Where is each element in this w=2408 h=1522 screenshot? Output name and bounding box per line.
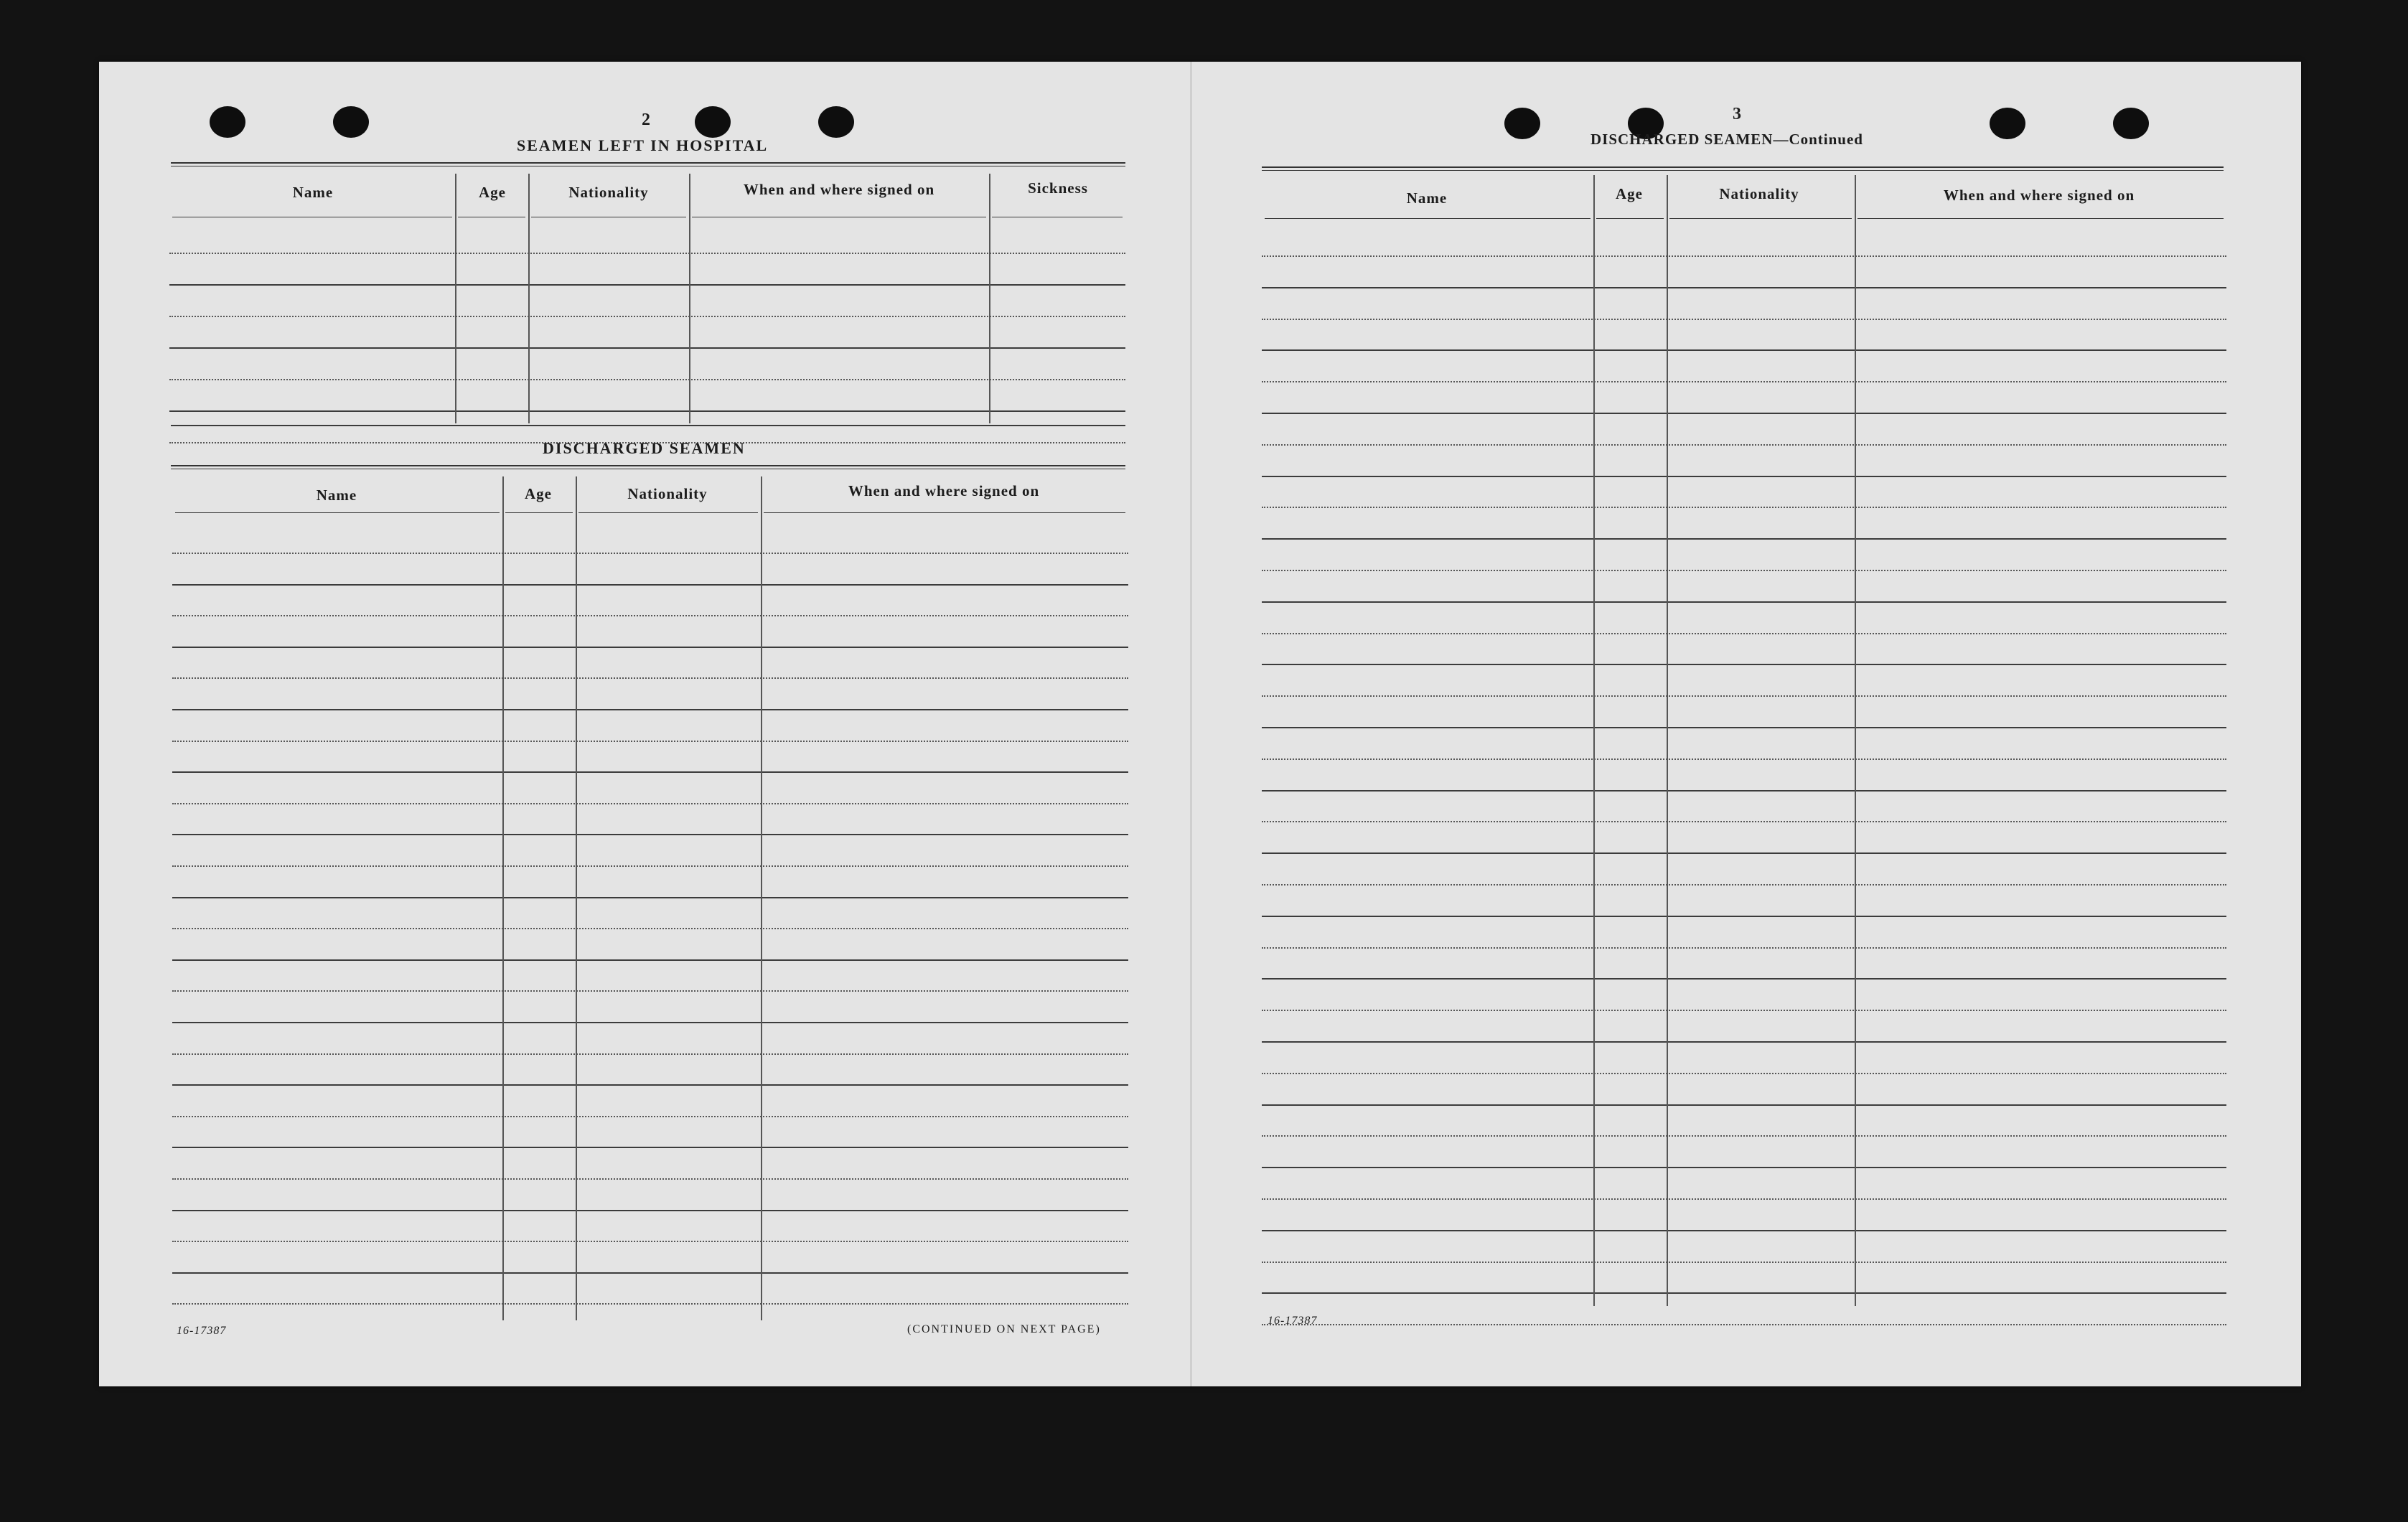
table-row-line — [169, 410, 1125, 412]
table-row-line — [172, 741, 1128, 742]
table-row-line — [1262, 413, 2226, 414]
table-row-line — [1262, 1010, 2226, 1011]
right-col-nationality: Nationality — [1719, 185, 1799, 202]
table-row-line — [172, 834, 1128, 835]
header-underline — [764, 512, 1125, 513]
table-row-line — [1262, 1167, 2226, 1168]
hospital-col-when-where: When and where signed on — [743, 181, 935, 198]
table-row-line — [1262, 287, 2226, 288]
header-underline — [1669, 218, 1852, 219]
table-row-line — [172, 1241, 1128, 1242]
right-col-age: Age — [1616, 185, 1643, 202]
table-row-line — [1262, 601, 2226, 603]
hospital-top-rule — [171, 162, 1125, 166]
left-page-number: 2 — [642, 111, 651, 129]
table-row-line — [1262, 884, 2226, 886]
header-underline — [175, 512, 500, 513]
column-divider — [455, 174, 456, 423]
table-row-line — [172, 897, 1128, 898]
table-row-line — [1262, 1230, 2226, 1231]
table-row-line — [1262, 947, 2226, 949]
table-row-line — [172, 771, 1128, 773]
column-divider — [761, 476, 762, 1320]
table-row-line — [172, 865, 1128, 867]
table-row-line — [172, 1053, 1128, 1055]
table-row-line — [1262, 444, 2226, 446]
column-divider — [689, 174, 690, 423]
table-row-line — [172, 959, 1128, 961]
table-row-line — [1262, 1262, 2226, 1263]
table-row-line — [172, 1084, 1128, 1086]
table-row-line — [1262, 695, 2226, 697]
continued-note: (CONTINUED ON NEXT PAGE) — [907, 1323, 1101, 1335]
hospital-col-name: Name — [292, 184, 334, 201]
header-underline — [505, 512, 573, 513]
table-row-line — [1262, 570, 2226, 571]
hospital-col-sickness: Sickness — [1028, 179, 1088, 197]
center-fold — [1190, 62, 1192, 1386]
table-row-line — [172, 677, 1128, 679]
punch-hole — [210, 106, 245, 138]
table-row-line — [1262, 852, 2226, 854]
table-row-line — [172, 803, 1128, 804]
punch-hole — [1990, 108, 2025, 139]
table-row-line — [169, 316, 1125, 317]
table-row-line — [172, 1303, 1128, 1305]
table-row-line — [1262, 1041, 2226, 1043]
punch-hole — [2113, 108, 2149, 139]
right-page-number: 3 — [1733, 105, 1742, 123]
discharged-col-age: Age — [525, 485, 552, 502]
header-underline — [1857, 218, 2224, 219]
table-row-line — [169, 347, 1125, 349]
table-row-line — [169, 379, 1125, 380]
table-row-line — [1262, 255, 2226, 257]
table-row-line — [1262, 319, 2226, 320]
hospital-section-title: SEAMEN LEFT IN HOSPITAL — [517, 136, 769, 154]
header-underline — [578, 512, 758, 513]
table-row-line — [1262, 1324, 2226, 1325]
discharged-top-rule — [171, 465, 1125, 469]
table-row-line — [1262, 507, 2226, 508]
table-row-line — [1262, 1135, 2226, 1137]
table-row-line — [172, 1147, 1128, 1148]
table-row-line — [1262, 916, 2226, 917]
table-row-line — [172, 584, 1128, 586]
discharged-col-name: Name — [316, 487, 357, 504]
table-row-line — [1262, 758, 2226, 760]
document-sheet — [99, 62, 2301, 1386]
right-section-title: DISCHARGED SEAMEN—Continued — [1591, 131, 1863, 148]
table-row-line — [172, 553, 1128, 554]
table-row-line — [172, 928, 1128, 929]
table-row-line — [172, 1210, 1128, 1211]
table-row-line — [1262, 821, 2226, 822]
table-row-line — [1262, 349, 2226, 351]
column-divider — [1855, 175, 1856, 1306]
hospital-col-nationality: Nationality — [568, 184, 649, 201]
table-row-line — [1262, 1292, 2226, 1294]
hospital-col-age: Age — [479, 184, 506, 201]
table-row-line — [172, 647, 1128, 648]
table-row-line — [169, 253, 1125, 254]
header-underline — [1596, 218, 1664, 219]
column-divider — [502, 476, 504, 1320]
punch-hole — [333, 106, 369, 138]
column-divider — [1667, 175, 1668, 1306]
right-form-number: 16-17387 — [1268, 1315, 1318, 1327]
hospital-bottom-rule — [171, 425, 1125, 426]
column-divider — [989, 174, 990, 423]
table-row-line — [1262, 538, 2226, 540]
table-row-line — [1262, 1198, 2226, 1200]
right-col-name: Name — [1406, 189, 1448, 207]
table-row-line — [169, 284, 1125, 286]
table-row-line — [1262, 381, 2226, 382]
punch-hole — [695, 106, 731, 138]
punch-hole — [1504, 108, 1540, 139]
table-row-line — [1262, 727, 2226, 728]
discharged-col-when-where: When and where signed on — [848, 482, 1040, 499]
table-row-line — [1262, 664, 2226, 665]
table-row-line — [172, 1178, 1128, 1180]
discharged-section-title: DISCHARGED SEAMEN — [543, 439, 746, 457]
table-row-line — [1262, 790, 2226, 791]
table-row-line — [172, 990, 1128, 992]
discharged-col-nationality: Nationality — [627, 485, 708, 502]
left-form-number: 16-17387 — [177, 1325, 227, 1337]
right-top-rule — [1262, 166, 2224, 171]
header-underline — [1265, 218, 1591, 219]
table-row-line — [172, 1022, 1128, 1023]
column-divider — [528, 174, 530, 423]
table-row-line — [172, 1116, 1128, 1117]
table-row-line — [1262, 633, 2226, 634]
column-divider — [576, 476, 577, 1320]
table-row-line — [172, 1272, 1128, 1274]
table-row-line — [1262, 978, 2226, 980]
column-divider — [1593, 175, 1595, 1306]
table-row-line — [172, 615, 1128, 616]
table-row-line — [172, 709, 1128, 710]
punch-hole — [818, 106, 854, 138]
right-col-when-where: When and where signed on — [1943, 187, 2135, 204]
table-row-line — [1262, 1073, 2226, 1074]
table-row-line — [1262, 1104, 2226, 1106]
table-row-line — [1262, 476, 2226, 477]
